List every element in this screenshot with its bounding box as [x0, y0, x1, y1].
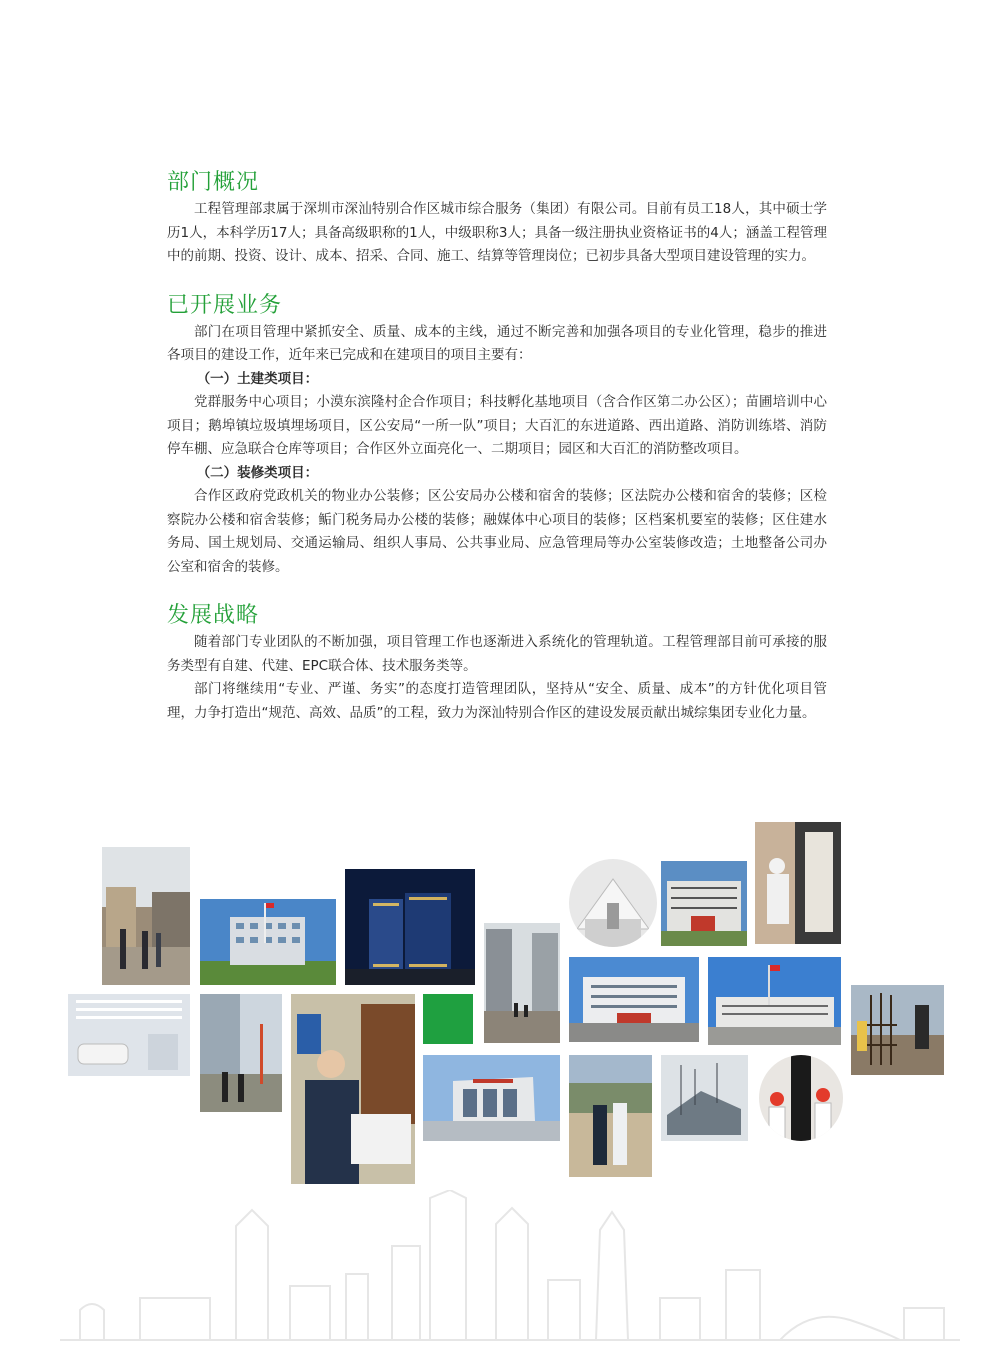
section-heading-overview: 部门概况: [167, 170, 260, 195]
overview-paragraph: 工程管理部隶属于深圳市深汕特别合作区城市综合服务（集团）有限公司。目前有员工18人，其中硕士学历1人，本科学历17人；具备高级职称的1人，中级职称3人；具备一级注册执业资格证书的4人；涵盖工程管理中的前期、投资、设计、成本、招采、合同、施工、结算等管理岗位；已初步具备大型项目建设管理的实力。: [167, 201, 827, 264]
photo-pavilion-render: [423, 1055, 560, 1141]
green-accent-block: [423, 994, 473, 1044]
photo-government-building: [569, 957, 699, 1042]
photo-rooftop-structure: [661, 1055, 748, 1141]
photo-old-street: [102, 847, 190, 985]
photo-office-interior: [68, 994, 190, 1076]
photo-site-visit: [200, 994, 282, 1112]
decoration-projects-text: 合作区政府党政机关的物业办公装修；区公安局办公楼和宿舍的装修；区法院办公楼和宿舍的装修；区检察院办公楼和宿舍装修；鲘门税务局办公楼的装修；融媒体中心项目的装修；区档案机要室的装修；区住建水务局、国土规划局、交通运输局、组织人事局、公共事业局、应急管理局等办公室装修改造；土地整备公司办公室和宿舍的装修。: [167, 488, 827, 575]
photo-office-building: [200, 899, 336, 985]
photo-street-buildings: [484, 923, 560, 1043]
section-heading-business: 已开展业务: [167, 292, 283, 318]
decoration-projects-title: （二）装修类项目：: [196, 464, 319, 481]
strategy-paragraph-2: 部门将继续用“专业、严谨、务实”的态度打造管理团队，坚持从“安全、质量、成本”的方针优化项目管理，力争打造出“规范、高效、品质”的工程，致力为深汕特别合作区的建设发展贡献出城综集团专业化力量。: [167, 681, 827, 721]
photo-lobby-interior: [569, 859, 657, 947]
civil-projects-text: 党群服务中心项目；小漠东滨隆村企合作项目；科技孵化基地项目（含合作区第二办公区）；苗圃培训中心项目；鹅埠镇垃圾填埋场项目，区公安局“一所一队”项目；大百汇的东进道路、西出道路、消防训练塔、消防停车棚、应急联合仓库等项目；合作区外立面亮化一、二期项目；园区和大百汇的消防整改项目。: [167, 394, 827, 457]
photo-rebar-construction: [851, 985, 944, 1075]
photo-inspection-worker: [759, 1055, 843, 1141]
photo-flag-building: [708, 957, 841, 1045]
photo-modern-building: [661, 861, 747, 946]
text-content: [167, 168, 827, 725]
section-heading-strategy: 发展战略: [167, 603, 260, 628]
photo-site-inspection: [569, 1055, 652, 1177]
photo-worker-wall: [755, 822, 841, 944]
city-skyline-decoration: [0, 1190, 992, 1346]
photo-night-building: [345, 869, 475, 985]
strategy-paragraph-1: 随着部门专业团队的不断加强，项目管理工作也逐渐进入系统化的管理轨道。工程管理部目前可承接的服务类型有自建、代建、EPC联合体、技术服务类等。: [167, 634, 827, 674]
business-intro: 部门在项目管理中紧抓安全、质量、成本的主线，通过不断完善和加强各项目的专业化管理，稳步的推进各项目的建设工作，近年来已完成和在建项目的项目主要有：: [167, 323, 827, 363]
photo-document-review: [291, 994, 415, 1184]
civil-projects-title: （一）土建类项目：: [196, 370, 319, 387]
